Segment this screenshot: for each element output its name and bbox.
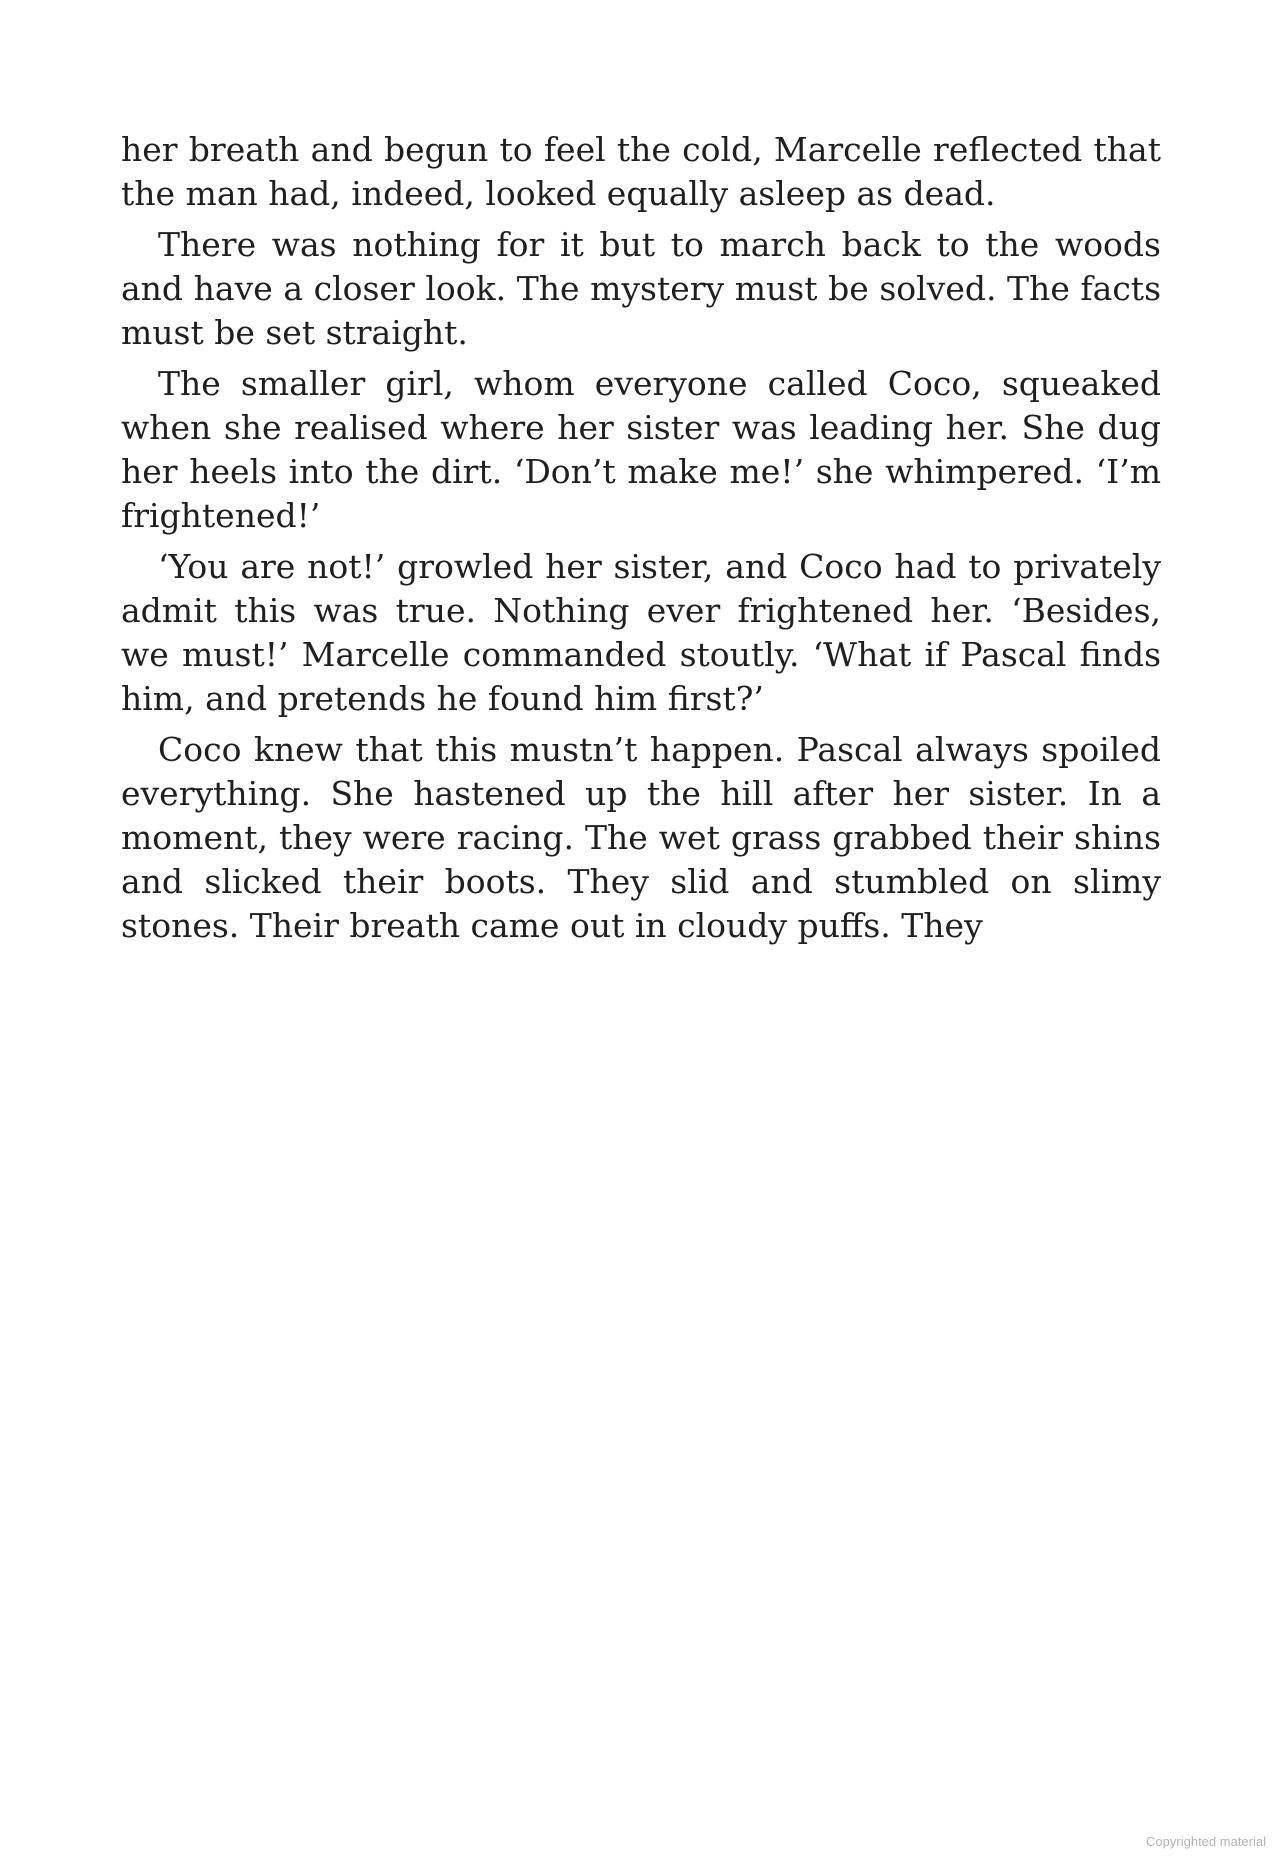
- paragraph-3: The smaller girl, whom everyone called Coco, squeaked when she realised where her sister was leading her. She dug her heels into the dirt. ‘Don’t make me!’ she whimpered. ‘I’m frightened!’: [121, 364, 1161, 535]
- page-body-text: [121, 128, 1161, 955]
- paragraph-1: her breath and begun to feel the cold, Marcelle reflected that the man had, indeed, looked equally asleep as dead.: [121, 130, 1161, 213]
- paragraph-4: ‘You are not!’ growled her sister, and Coco had to privately admit this was true. Nothing ever frightened her. ‘Besides, we must!’ Marcelle commanded stoutly. ‘What if Pascal finds him, and pretends he found him first?’: [121, 547, 1161, 718]
- paragraph-2: There was nothing for it but to march back to the woods and have a closer look. The mystery must be solved. The facts must be set straight.: [121, 225, 1161, 352]
- paragraph-5: Coco knew that this mustn’t happen. Pascal always spoiled everything. She hastened up the hill after her sister. In a moment, they were racing. The wet grass grabbed their shins and slicked their boots. They slid and stumbled on slimy stones. Their breath came out in cloudy puffs. They: [121, 730, 1161, 945]
- copyright-notice: Copyrighted material: [1146, 1834, 1266, 1849]
